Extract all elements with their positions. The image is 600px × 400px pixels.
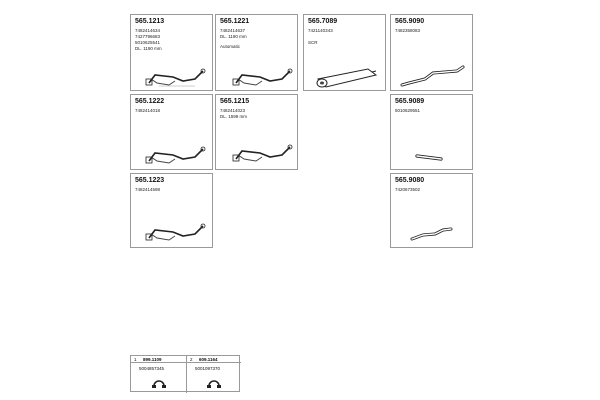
part-number: 565.9089 <box>395 98 425 105</box>
part-card-565-1222[interactable] <box>130 94 213 170</box>
part-number: 565.1221 <box>220 18 250 25</box>
part-ref: 7421140343 <box>308 28 333 33</box>
exhaust-pipe-drawing <box>145 143 207 167</box>
part-note: SCR <box>308 40 318 45</box>
part-card-565-1223[interactable] <box>130 173 213 248</box>
muffler-drawing <box>314 67 378 91</box>
clamp-icon <box>151 376 167 390</box>
part-card-565-7089[interactable] <box>303 14 386 91</box>
accessory-index: 2 <box>190 357 193 362</box>
part-card-565-1215[interactable] <box>215 94 298 170</box>
part-ref: 5010629551 <box>395 108 421 113</box>
part-number: 565.1222 <box>135 98 165 105</box>
part-number: 565.7089 <box>308 18 338 25</box>
accessory-cell[interactable] <box>186 356 241 393</box>
part-ref: 7482414598 <box>135 187 161 192</box>
tailpipe-drawing <box>399 65 467 89</box>
part-number: 565.9090 <box>395 18 425 25</box>
exhaust-pipe-drawing <box>232 65 294 89</box>
accessory-header <box>187 356 241 363</box>
part-card-565-9090[interactable] <box>390 14 473 91</box>
tailpipe-drawing <box>409 226 455 242</box>
part-card-565-1221[interactable] <box>215 14 298 91</box>
part-number: 565.1213 <box>135 18 165 25</box>
part-number: 565.9080 <box>395 177 425 184</box>
part-card-565-9089[interactable] <box>390 94 473 170</box>
part-number: 565.1215 <box>220 98 250 105</box>
accessory-index: 1 <box>134 357 137 362</box>
exhaust-pipe-drawing <box>145 220 207 244</box>
intermediate-pipe-drawing <box>415 153 445 163</box>
clamp-icon <box>206 376 222 390</box>
part-length: DL. 1599 mm <box>220 114 248 119</box>
exhaust-pipe-drawing <box>145 65 207 89</box>
exhaust-pipe-drawing <box>232 141 294 165</box>
part-note: Automatic <box>220 44 241 49</box>
part-ref: 7427796683 <box>135 34 161 39</box>
accessory-ref: 5004857345 <box>139 366 165 371</box>
part-card-565-1213[interactable] <box>130 14 213 91</box>
part-card-565-9080[interactable] <box>390 173 473 248</box>
accessory-ref: 5001097370 <box>195 366 221 371</box>
part-length: DL. 1190 mm <box>135 46 162 51</box>
part-ref: 7482414023 <box>220 108 246 113</box>
accessory-part-number: 609.1164 <box>199 357 218 362</box>
part-length: DL. 1190 mm <box>220 34 247 39</box>
part-ref: 7482414018 <box>135 108 161 113</box>
accessories-table <box>130 355 240 392</box>
part-ref: 5010625541 <box>135 40 161 45</box>
accessory-part-number: 899.1109 <box>143 357 162 362</box>
part-ref: 7420673502 <box>395 187 421 192</box>
accessory-header <box>131 356 186 363</box>
part-ref: 7482414637 <box>220 28 246 33</box>
accessory-cell[interactable] <box>131 356 186 393</box>
part-number: 565.1223 <box>135 177 165 184</box>
part-ref: 7482414634 <box>135 28 161 33</box>
part-ref: 7482358083 <box>395 28 421 33</box>
